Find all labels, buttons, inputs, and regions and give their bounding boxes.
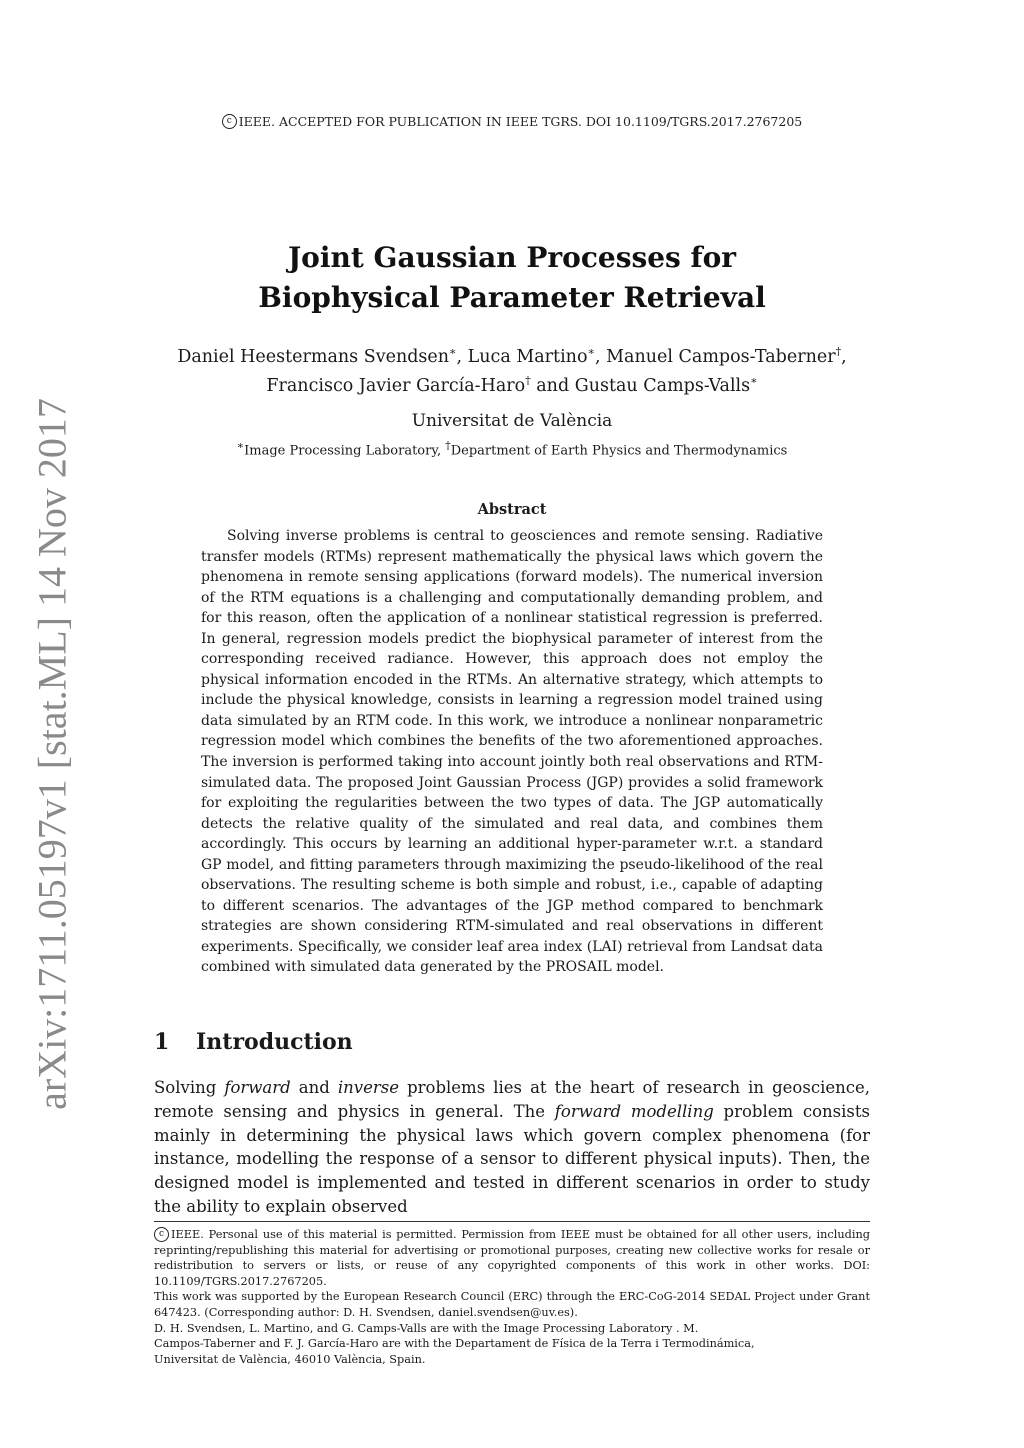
university-name: Universitat de València — [411, 411, 613, 431]
footnote-divider — [154, 1221, 870, 1222]
footnote-copyright — [154, 1227, 870, 1289]
section-number: 1 — [154, 1029, 170, 1055]
footnotes — [154, 1227, 870, 1367]
author-line-2 — [0, 369, 1024, 398]
intro-emphasis: forward modelling — [554, 1101, 714, 1121]
section-title: Introduction — [196, 1029, 353, 1055]
footnote-copyright-text: IEEE. Personal use of this material is permitted. Permission from IEEE must be obtained for all other users, including reprinting/republishing this material for advertising or promotional purposes, creating new collective works for resale or redistribution to servers or lists, or reuse of any copyrighted components of this work in other works. DOI: 10.1109/TGRS.2017.2767205. — [154, 1228, 870, 1288]
author-name: Francisco Javier García-Haro — [266, 375, 526, 396]
author-mark: ∗ — [587, 345, 595, 358]
copyright-icon: c — [154, 1227, 169, 1242]
intro-text: Solving — [154, 1078, 225, 1097]
intro-emphasis: inverse — [337, 1078, 399, 1097]
author-name: , Manuel Campos-Taberner — [594, 346, 836, 367]
copyright-icon: c — [222, 114, 237, 129]
author-line-1 — [0, 340, 1024, 369]
author-separator: , — [841, 346, 847, 367]
intro-text: problems lies at the heart of research in geoscience, remote sensing and physics in general. The — [154, 1078, 870, 1121]
footnote-affiliation-2: Campos-Taberner and F. J. García-Haro are with the Departament de Física de la Terra i Termodinámica, — [154, 1337, 755, 1351]
author-name: and Gustau Camps-Valls — [530, 375, 751, 396]
intro-text: problem consists mainly in determining the physical laws which govern complex phenomena (for instance, modelling the response of a sensor to different physical inputs). Then, the designed model is implemented and tested in different scenarios in order to study the ability to explain observed — [154, 1101, 870, 1216]
publication-header — [0, 114, 1024, 130]
author-list — [0, 340, 1024, 398]
author-mark: † — [835, 345, 842, 358]
affil-mark: ∗ — [236, 439, 245, 452]
footnote-affiliation-3: Universitat de València, 46010 València, Spain. — [154, 1352, 426, 1366]
intro-paragraph — [154, 1076, 870, 1219]
abstract-text: Solving inverse problems is central to geosciences and remote sensing. Radiative transfer models (RTMs) represent mathematically the physical laws which govern the phenomena in remote sensing applications (forward models). The numerical inversion of the RTM equations is a challenging and computationally demanding problem, and for this reason, often the application of a nonlinear statistical regression is preferred. In general, regression models predict the biophysical parameter of interest from the corresponding received radiance. However, this approach does not employ the physical information encoded in the RTMs. An alternative strategy, which attempts to include the physical knowledge, consists in learning a regression model trained using data simulated by an RTM code. In this work, we introduce a nonlinear nonparametric regression model which combines the benefits of the two aforementioned approaches. The inversion is performed taking into account jointly both real observations and RTM-simulated data. The proposed Joint Gaussian Process (JGP) provides a solid framework for exploiting the regularities between the two types of data. The JGP automatically detects the relative quality of the simulated and real data, and combines them accordingly. This occurs by learning an additional hyper-parameter w.r.t. a standard GP model, and fitting parameters through maximizing the pseudo-likelihood of the real observations. The resulting scheme is both simple and robust, i.e., capable of adapting to different scenarios. The advantages of the JGP method compared to benchmark strategies are shown considering RTM-simulated and real observations in different experiments. Specifically, we consider leaf area index (LAI) retrieval from Landsat data combined with simulated data generated by the PROSAIL model. — [201, 528, 823, 976]
abstract-heading: Abstract — [477, 501, 547, 518]
affil-mark: † — [445, 439, 451, 452]
arxiv-id: arXiv:1711.05197v1 [stat.ML] 14 Nov 2017 — [29, 398, 75, 1110]
author-mark: † — [525, 373, 531, 387]
intro-emphasis: forward — [224, 1078, 291, 1097]
paper-title — [0, 238, 1024, 318]
lab-name: Image Processing Laboratory, — [244, 443, 446, 459]
department-name: Department of Earth Physics and Thermodynamics — [450, 443, 788, 459]
section-heading — [154, 1029, 353, 1055]
header-text: IEEE. ACCEPTED FOR PUBLICATION IN IEEE TGRS. DOI 10.1109/TGRS.2017.2767205 — [238, 114, 803, 129]
intro-text: and — [290, 1078, 338, 1097]
title-line-2: Biophysical Parameter Retrieval — [258, 281, 766, 314]
title-line-1: Joint Gaussian Processes for — [287, 241, 737, 274]
lab-affiliations — [0, 439, 1024, 458]
footnote-affiliation-1: D. H. Svendsen, L. Martino, and G. Camps-Valls are with the Image Processing Laboratory . M. — [154, 1321, 699, 1335]
author-mark: ∗ — [750, 373, 758, 387]
footnote-funding: This work was supported by the European Research Council (ERC) through the ERC-CoG-2014 SEDAL Project under Grant 647423. (Corresponding author: D. H. Svendsen, daniel.svendsen@uv.es). — [154, 1290, 870, 1319]
author-mark: ∗ — [449, 345, 457, 358]
author-name: Daniel Heestermans Svendsen — [177, 346, 450, 367]
author-name: , Luca Martino — [456, 346, 588, 367]
